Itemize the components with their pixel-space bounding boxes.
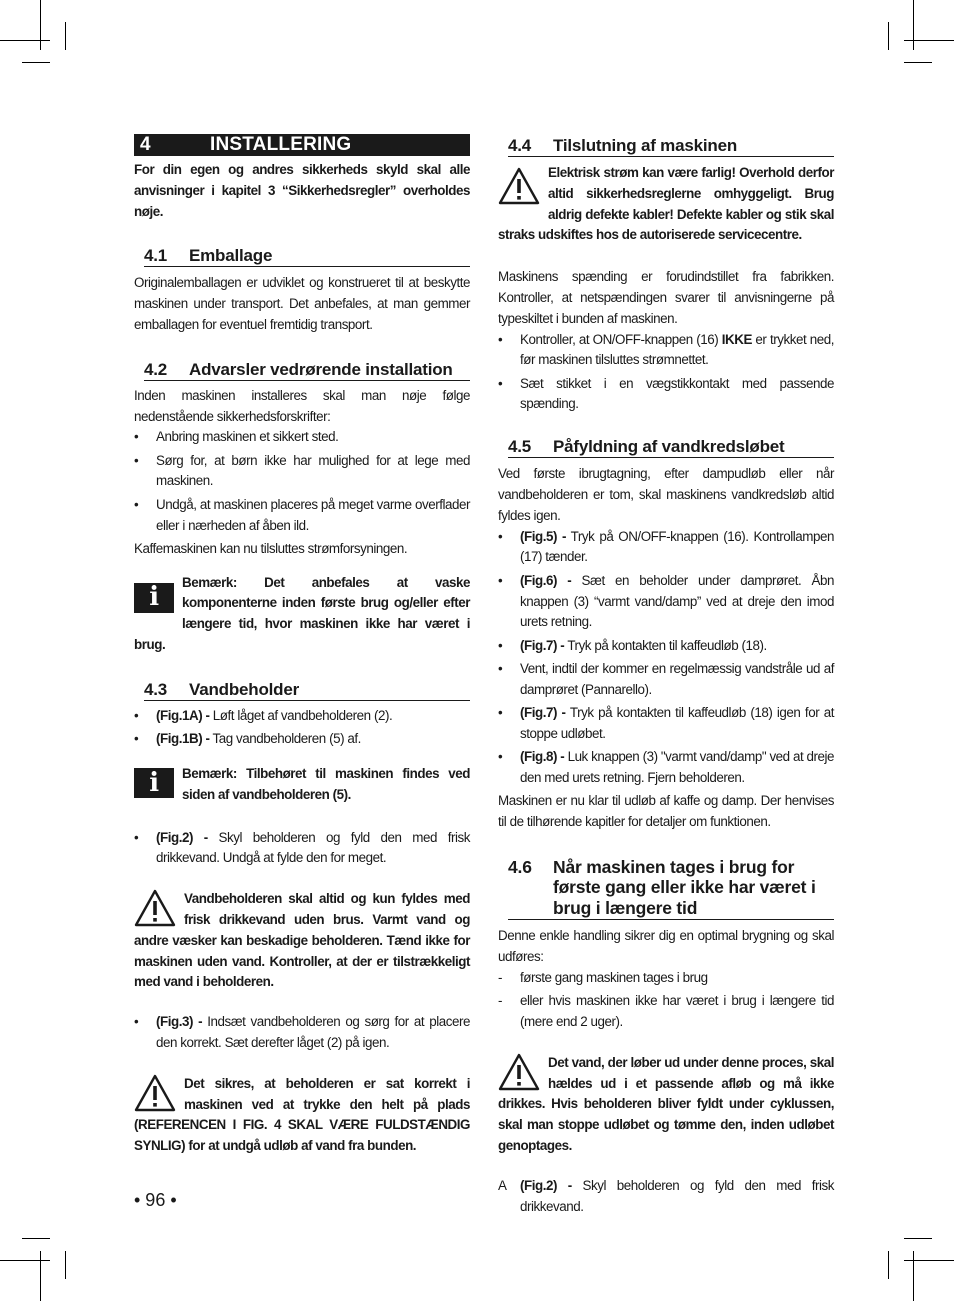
warning-note (498, 163, 834, 246)
crop-mark (40, 0, 41, 50)
bullet: • (134, 829, 139, 845)
list-item-text: Skyl beholderen og fyld den med frisk drikkevand. (520, 1177, 835, 1214)
bullet: • (498, 331, 503, 347)
bullet: • (134, 452, 139, 468)
bullet: • (498, 637, 503, 653)
crop-mark (0, 1260, 50, 1261)
chapter-heading (134, 134, 470, 156)
bullet-list (134, 706, 470, 750)
crop-mark (904, 40, 954, 41)
info-icon: i (134, 768, 174, 798)
figure-ref: (Fig.8) - (520, 749, 565, 765)
list-item-text: Sørg for, at børn ikke har mulighed for at lege med maskinen. (156, 452, 470, 489)
list-item-text: eller hvis maskinen ikke har været i brug i længere tid (mere end 2 uger). (520, 993, 834, 1029)
page-number: • 96 • (134, 1190, 177, 1210)
section-title: Vandbeholder (189, 679, 300, 699)
list-item (498, 703, 834, 745)
list-item (498, 330, 834, 372)
warning-text: Elektrisk strøm kan være farlig! Overhold derfor altid sikkerhedsreglerne omhyggeligt. Brug aldrig defekte kabler! Defekte kabler og stik skal straks udskiftes hos de autoriserede servicecentre. (498, 165, 834, 243)
letter-marker: A (498, 1177, 507, 1193)
note-text: Bemærk: Det anbefales at vaske komponenterne inden første brug og/eller efter længere tid, hvor maskinen ikke har været i brug. (134, 574, 470, 653)
list-item-text: Undgå, at maskinen placeres på meget varme overflader eller i nærheden af åben ild. (156, 496, 470, 533)
info-icon: i (134, 583, 174, 613)
list-item-text: Luk knappen (3) "varmt vand/damp" ved at dreje den med urets retning. Fjern beholderen. (520, 749, 835, 785)
crop-mark (888, 22, 889, 50)
figure-ref: (Fig.1B) - (156, 731, 210, 747)
list-item-text: er trykket ned, før maskinen tilsluttes strømnettet. (520, 331, 834, 368)
paragraph: Maskinen er nu klar til udløb af kaffe og damp. Der henvises til de tilhørende kapitler for detaljer om funktionen. (498, 793, 834, 830)
list-item-text: Skyl beholderen og fyld den med frisk drikkevand. Undgå at fylde den for meget. (156, 829, 471, 866)
section-title: Emballage (189, 246, 273, 266)
list-item-text: Tryk på ON/OFF-knappen (16). Kontrollampen (17) tænder. (520, 528, 834, 565)
crop-mark (65, 22, 66, 50)
list-item (498, 991, 834, 1033)
bullet: • (498, 528, 503, 544)
crop-mark (913, 1251, 914, 1301)
dash: - (498, 993, 503, 1009)
paragraph: Inden maskinen installeres skal man nøje følge nedenstående sikkerhedsforskrifter: (134, 387, 470, 424)
bullet-list (134, 427, 470, 536)
section-title: Advarsler vedrørende installation (189, 359, 453, 379)
paragraph: Ved første ibrugtagning, efter dampudløb eller når vandbeholderen er tom, skal maskinens vandkredsløb altid fyldes igen. (498, 466, 834, 523)
bullet: • (498, 749, 503, 765)
list-item (498, 659, 834, 701)
list-item (134, 427, 470, 448)
list-item (498, 968, 834, 989)
figure-ref: (Fig.2) - (520, 1177, 572, 1193)
section-number: 4.6 (508, 856, 532, 877)
bullet-list (134, 828, 470, 870)
warning-icon (134, 1074, 176, 1112)
bullet: • (498, 660, 503, 676)
section-heading-4-1 (144, 246, 470, 267)
section-heading-4-3 (144, 680, 470, 701)
section-heading-4-5 (508, 437, 834, 458)
crop-mark (22, 1238, 50, 1239)
info-note (134, 573, 470, 656)
bullet-list (498, 527, 834, 789)
section-title: Tilslutning af maskinen (553, 136, 738, 155)
list-item (498, 571, 834, 633)
list-item (498, 747, 834, 789)
bullet: • (498, 375, 503, 391)
bullet-list (498, 330, 834, 416)
figure-ref: (Fig.7) - (520, 705, 566, 721)
paragraph: Maskinens spænding er forudindstillet fra fabrikken. Kontroller, at netspændingen svarer til anvisningerne på typeskiltet i bunden af maskinen. (498, 269, 834, 326)
bullet: • (134, 707, 139, 723)
bullet: • (134, 496, 139, 512)
crop-mark (888, 1251, 889, 1279)
figure-ref: (Fig.3) - (156, 1014, 203, 1030)
list-item-text: Vent, indtil der kommer en regelmæssig vandstråle ud af damprøret (Pannarello). (520, 660, 834, 697)
section-number: 4.3 (144, 679, 168, 699)
warning-icon (498, 167, 540, 205)
crop-mark (22, 62, 50, 63)
section-heading-4-4 (508, 136, 834, 157)
list-item-text: Tag vandbeholderen (5) af. (209, 731, 361, 747)
section-heading-4-2 (144, 360, 470, 381)
bullet: • (498, 572, 503, 588)
crop-mark (0, 40, 50, 41)
list-item-text: Sæt stikket i en vægstikkontakt med passende spænding. (520, 375, 834, 412)
paragraph: Denne enkle handling sikrer dig en optimal brygning og skal udføres: (498, 928, 834, 965)
list-item-text: Tryk på kontakten til kaffeudløb (18). (564, 637, 767, 653)
list-item (134, 451, 470, 493)
warning-note (498, 1053, 834, 1157)
list-item-text: Løft låget af vandbeholderen (2). (209, 707, 393, 723)
list-item-text: Kontroller, at ON/OFF-knappen (16) (520, 331, 722, 347)
warning-text: Vandbeholderen skal altid og kun fyldes med frisk drikkevand uden brus. Varmt vand og andre væsker kan beskadige beholderen. Tænd ikke for maskinen uden vand. Kontroller, at der er tilstrækkeligt med vand i beholderen. (134, 891, 470, 990)
warning-text: Det sikres, at beholderen er sat korrekt i maskinen ved at trykke den helt på plads (REFERENCEN I FIG. 4 SKAL VÆRE FULDSTÆNDIG SYNLIG) for at undgå udløb af vand fra bunden. (134, 1075, 470, 1154)
section-number: 4.2 (144, 359, 168, 379)
figure-ref: (Fig.5) - (520, 528, 566, 544)
section-number: 4.5 (508, 437, 532, 457)
section-heading-4-6 (508, 857, 834, 921)
crop-mark (904, 62, 932, 63)
crop-mark (40, 1251, 41, 1301)
section-title: Når maskinen tages i brug for første gang eller ikke har været i brug i længere tid (553, 856, 816, 918)
list-item (134, 706, 470, 727)
crop-mark (913, 0, 914, 50)
list-item-text: Anbring maskinen et sikkert sted. (156, 429, 339, 445)
bullet: • (134, 1014, 139, 1030)
crop-mark (65, 1251, 66, 1279)
bullet: • (134, 429, 139, 445)
bullet-list (134, 1012, 470, 1054)
chapter-intro: For din egen og andres sikkerheds skyld skal alle anvisninger i kapitel 3 “Sikkerhedsregler” overholdes nøje. (134, 162, 470, 219)
paragraph: Kaffemaskinen kan nu tilsluttes strømforsyningen. (134, 540, 408, 556)
list-item-text: første gang maskinen tages i brug (520, 969, 708, 985)
dash-list (498, 968, 834, 1033)
figure-ref: (Fig.6) - (520, 572, 572, 588)
figure-ref: (Fig.2) - (156, 829, 208, 845)
figure-ref: (Fig.7) - (520, 637, 565, 653)
list-item (498, 636, 834, 657)
warning-note (134, 1074, 470, 1157)
list-item (134, 828, 470, 870)
warning-icon (134, 889, 176, 927)
crop-mark (904, 1238, 932, 1239)
list-item (498, 374, 834, 416)
list-item (134, 1012, 470, 1054)
figure-ref: (Fig.1A) - (156, 707, 210, 723)
list-item (134, 729, 470, 750)
paragraph: Originalemballagen er udviklet og konstrueret til at beskytte maskinen under transport. Det anbefales, at man gemmer emballagen for eventuel fremtidig transport. (134, 275, 470, 332)
note-text: Bemærk: Tilbehøret til maskinen findes ved siden af vandbeholderen (5). (182, 765, 470, 802)
left-column (134, 134, 470, 1157)
lettered-list (498, 1176, 834, 1218)
right-column (498, 134, 834, 1220)
bullet: • (498, 705, 503, 721)
section-title: Påfyldning af vandkredsløbet (553, 437, 785, 457)
chapter-number: 4 (140, 133, 151, 155)
list-item-text: Sæt en beholder under damprøret. Åbn knappen (3) “varmt vand/damp” ved at dreje den imod urets retning. (520, 572, 834, 630)
dash: - (498, 969, 503, 985)
crop-mark (904, 1260, 954, 1261)
section-number: 4.4 (508, 136, 532, 155)
warning-note (134, 889, 470, 993)
bullet: • (134, 731, 139, 747)
emphasis: IKKE (721, 331, 752, 347)
list-item (134, 495, 470, 537)
warning-icon (498, 1053, 540, 1091)
section-number: 4.1 (144, 246, 168, 266)
list-item-text: Indsæt vandbeholderen og sørg for at placere den korrekt. Sæt derefter låget (2) på igen. (156, 1014, 471, 1050)
warning-text: Det vand, der løber ud under denne proces, skal hældes ud i et passende afløb og må ikke drikkes. Hvis beholderen bliver fyldt under cyklussen, skal man stoppe udløbet og tømme den, inden udløbet genoptages. (498, 1054, 834, 1153)
list-item (498, 1176, 834, 1218)
list-item (498, 527, 834, 569)
list-item-text: Tryk på kontakten til kaffeudløb (18) igen for at stoppe udløbet. (520, 705, 834, 741)
info-note (134, 764, 470, 806)
chapter-title: INSTALLERING (210, 133, 352, 155)
